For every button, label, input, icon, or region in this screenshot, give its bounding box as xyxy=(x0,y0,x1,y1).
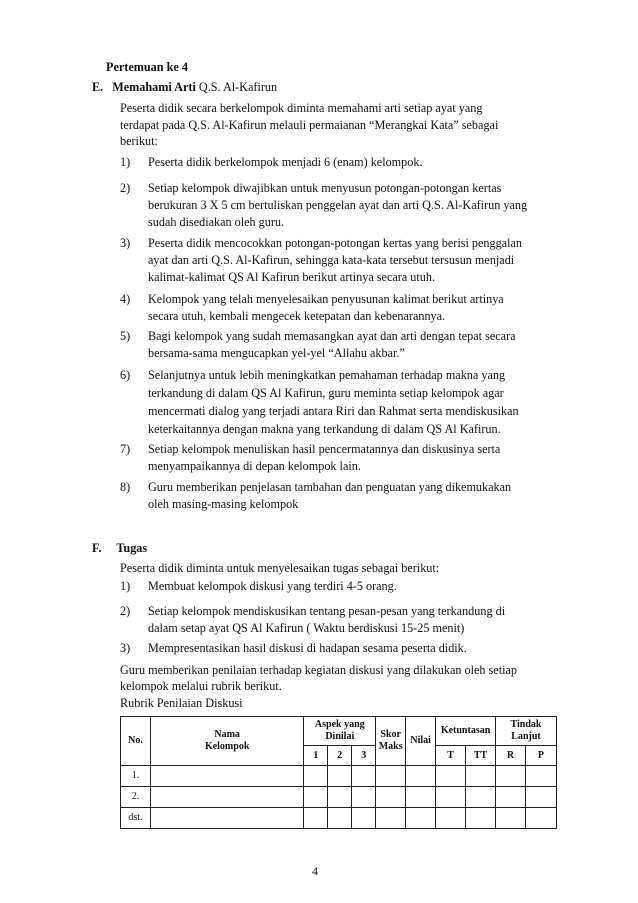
subheader-tt: TT xyxy=(466,746,496,766)
intro-line: berikut: xyxy=(120,134,158,148)
row-number: 1. xyxy=(121,766,151,787)
step-number: 1) xyxy=(120,155,131,169)
step-line: Bagi kelompok yang sudah memasangkan ayat dan arti dengan tepat secara xyxy=(148,329,516,343)
step-line: Peserta didik berkelompok menjadi 6 (enam) kelompok. xyxy=(148,155,423,169)
section-e-title-bold: Memahami Arti xyxy=(112,80,196,94)
step-line: ayat dan arti Q.S. Al-Kafirun, sehingga kata-kata tersebut tersusun menjadi xyxy=(148,253,515,267)
header-nama-line: Kelompok xyxy=(204,741,250,752)
intro-line: terdapat pada Q.S. Al-Kafirun melauli permaianan “Merangkai Kata” sebagai xyxy=(120,117,499,132)
step-line: kalimat-kalimat QS Al Kafirun berikut artinya secara utuh. xyxy=(148,270,435,284)
header-aspek xyxy=(304,717,376,746)
page-number: 4 xyxy=(312,864,318,878)
header-nilai: Nilai xyxy=(406,717,436,766)
step-number: 1) xyxy=(120,579,131,593)
header-aspek-line: Dinilai xyxy=(325,731,355,742)
step-line: secara utuh, kembali mengecek ketepatan dan kebenarannya. xyxy=(148,309,446,323)
step-line: Setiap kelompok menuliskan hasil pencermatannya dan diskusinya serta xyxy=(148,442,501,456)
section-f-letter: F. xyxy=(92,541,102,555)
row-number: dst. xyxy=(121,808,151,829)
table-row xyxy=(121,766,557,787)
step-line: Membuat kelompok diskusi yang terdiri 4-5 orang. xyxy=(148,579,397,593)
subheader-r: R xyxy=(496,746,526,766)
header-tindak-lanjut xyxy=(496,717,557,746)
step-line: bersama-sama mengucapkan yel-yel “Allahu akbar.” xyxy=(148,346,405,360)
table-row xyxy=(121,808,557,829)
step-number: 2) xyxy=(120,604,131,618)
intro-line: Peserta didik secara berkelompok diminta memahami arti setiap ayat yang xyxy=(120,101,483,115)
step-number: 4) xyxy=(120,292,131,306)
header-skor-line: Maks xyxy=(378,741,403,752)
step-number: 8) xyxy=(120,480,131,494)
rubric-table xyxy=(120,716,557,829)
step-line: Peserta didik mencocokkan potongan-potongan kertas yang berisi penggalan xyxy=(148,236,522,250)
table-row xyxy=(121,787,557,808)
step-number: 6) xyxy=(120,368,131,382)
closing-line: kelompok melalui rubrik berikut. xyxy=(120,679,282,693)
closing-line: Guru memberikan penilaian terhadap kegiatan diskusi yang dilakukan oleh setiap xyxy=(120,663,517,677)
header-no: No. xyxy=(121,717,151,766)
header-aspek-line: Aspek yang xyxy=(314,719,365,730)
section-f-title xyxy=(92,541,147,556)
step-line: terkandung di dalam QS Al Kafirun, guru meminta setiap kelompok agar xyxy=(148,386,504,400)
step-line: Guru memberikan penjelasan tambahan dan penguatan yang dikemukakan xyxy=(148,480,512,494)
step-line: Kelompok yang telah menyelesaikan penyusunan kalimat berikut artinya xyxy=(148,292,504,306)
section-e-intro xyxy=(120,100,560,150)
step-line: Selanjutnya untuk lebih meningkatkan pemahaman terhadap makna yang xyxy=(148,368,506,382)
table-header-row xyxy=(121,717,557,746)
header-nama-kelompok xyxy=(150,717,303,766)
subheader-aspek-2: 2 xyxy=(328,746,352,766)
row-number: 2. xyxy=(121,787,151,808)
subheader-aspek-3: 3 xyxy=(352,746,376,766)
step-number: 2) xyxy=(120,181,131,195)
header-skor-maks xyxy=(376,717,406,766)
header-tindak-line: Tindak xyxy=(510,719,542,730)
subheader-p: P xyxy=(525,746,556,766)
step-number: 7) xyxy=(120,442,131,456)
header-nama-line: Nama xyxy=(214,729,240,740)
step-line: dalam setap ayat QS Al Kafirun ( Waktu berdiskusi 15-25 menit) xyxy=(148,621,465,635)
step-line: keterkaitannya dengan makna yang terkandung di dalam QS Al Kafirun. xyxy=(148,422,501,436)
section-f-title-text: Tugas xyxy=(116,541,148,555)
header-ketuntasan: Ketuntasan xyxy=(436,717,496,746)
step-line: sudah disediakan oleh guru. xyxy=(148,215,285,229)
section-e-title xyxy=(92,80,277,95)
step-line: Setiap kelompok mendiskusikan tentang pesan-pesan yang terkandung di xyxy=(148,604,506,618)
section-f-intro: Peserta didik diminta untuk menyelesaikan tugas sebagai berikut: xyxy=(120,561,440,575)
step-number: 5) xyxy=(120,329,131,343)
section-e-title-plain: Q.S. Al-Kafirun xyxy=(198,80,278,94)
step-number: 3) xyxy=(120,236,131,250)
header-skor-line: Skor xyxy=(380,729,401,740)
step-number: 3) xyxy=(120,641,131,655)
section-e-letter: E. xyxy=(92,80,104,94)
step-line: oleh masing-masing kelompok xyxy=(148,497,299,511)
header-tindak-line: Lanjut xyxy=(511,731,541,742)
meeting-title: Pertemuan ke 4 xyxy=(106,60,188,74)
rubric-title: Rubrik Penilaian Diskusi xyxy=(120,696,243,710)
step-line: berukuran 3 X 5 cm bertuliskan penggelan ayat dan arti Q.S. Al-Kafirun yang xyxy=(148,198,528,212)
subheader-t: T xyxy=(436,746,466,766)
step-line: Setiap kelompok diwajibkan untuk menyusun potongan-potongan kertas xyxy=(148,181,502,195)
step-line: mencermati dialog yang terjadi antara Riri dan Rahmat serta mendiskusikan xyxy=(148,404,519,418)
step-line: Mempresentasikan hasil diskusi di hadapan sesama peserta didik. xyxy=(148,641,467,655)
section-f-closing xyxy=(120,662,560,694)
subheader-aspek-1: 1 xyxy=(304,746,328,766)
step-line: menyampaikannya di depan kelompok lain. xyxy=(148,459,361,473)
